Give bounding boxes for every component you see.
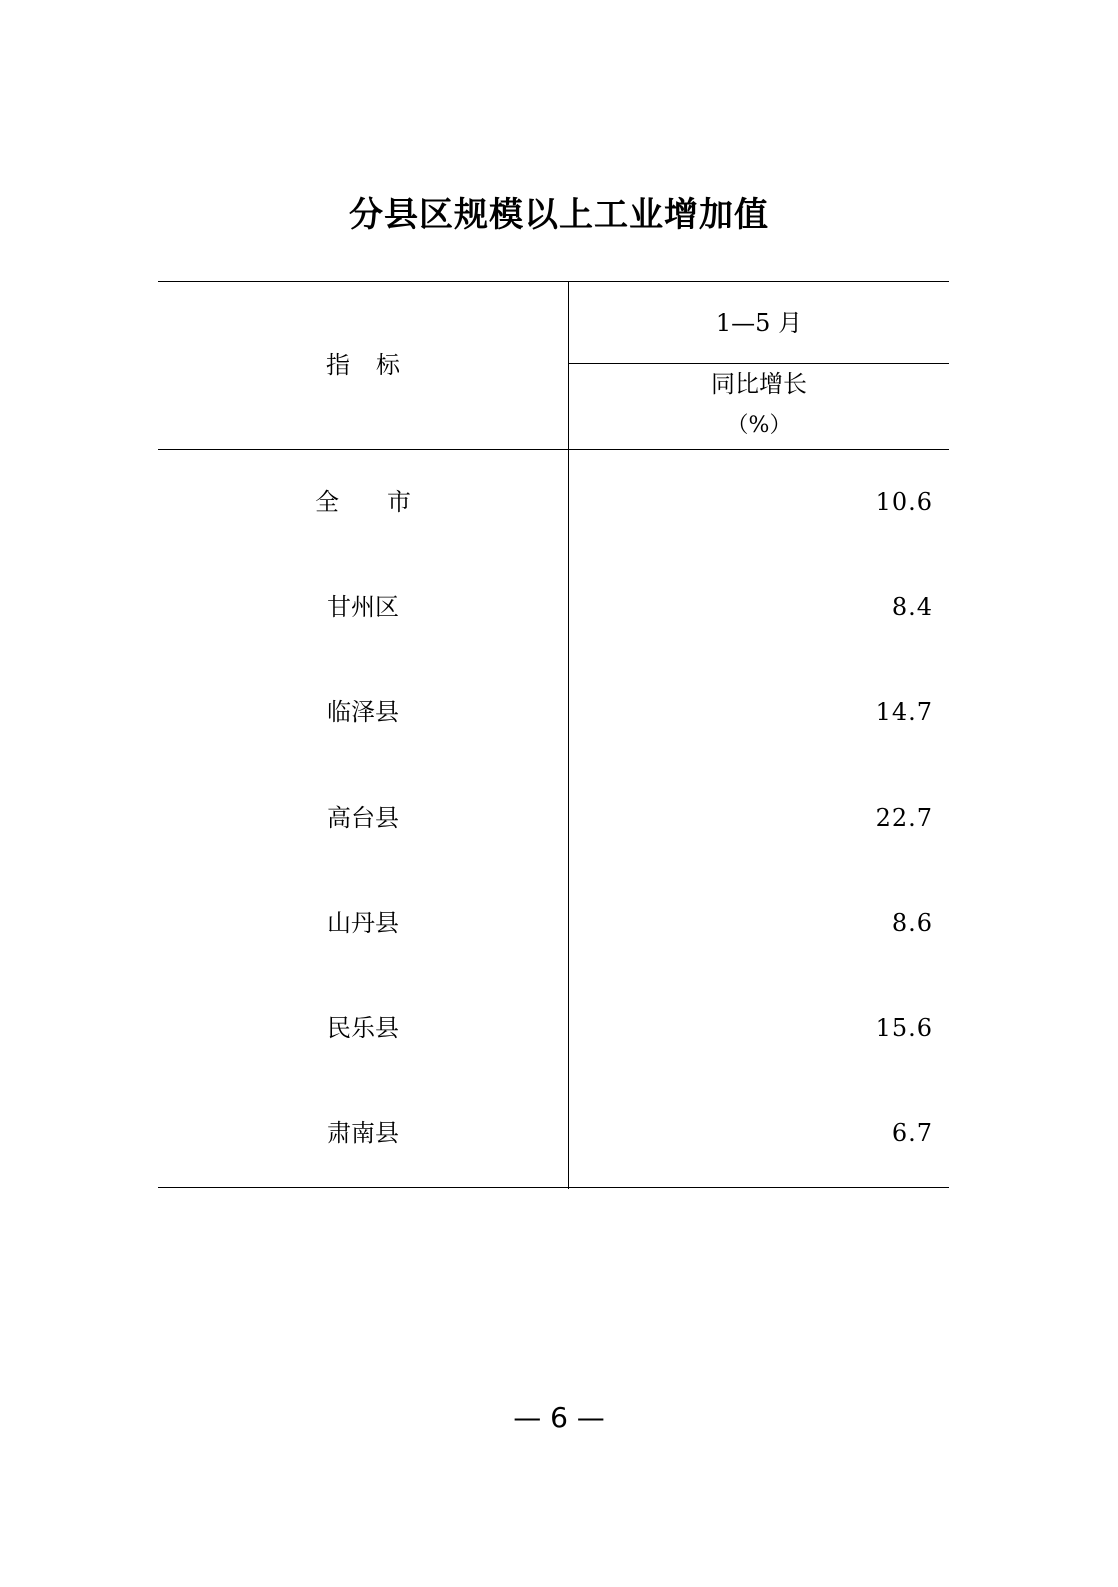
row-value: 8.6: [891, 909, 933, 937]
row-value: 8.4: [891, 593, 933, 621]
row-name: 肃南县: [327, 1119, 399, 1147]
page-title: 分县区规模以上工业增加值: [349, 195, 769, 235]
header-unit: （%）: [726, 413, 792, 438]
header-measure: 同比增长: [711, 370, 807, 398]
header-indicator-char: 指: [326, 351, 350, 379]
row-value: 6.7: [891, 1119, 933, 1147]
row-name: 山丹县: [327, 909, 399, 937]
row-name-total: [158, 487, 568, 517]
row-name: 民乐县: [327, 1014, 399, 1042]
table-top-rule: [158, 281, 949, 282]
header-sub-rule: [569, 363, 949, 364]
row-name: 甘州区: [327, 593, 399, 621]
data-table: [158, 281, 949, 1189]
table-bottom-rule: [158, 1187, 949, 1188]
header-indicator-char: 标: [376, 351, 400, 379]
page-number: — 6 —: [513, 1401, 605, 1434]
header-indicator: [158, 350, 568, 380]
row-value-total: 10.6: [875, 488, 933, 516]
header-period: 1—5 月: [715, 309, 803, 337]
row-name-char: 市: [387, 488, 411, 516]
row-name: 高台县: [327, 804, 399, 832]
header-bottom-rule: [158, 449, 949, 450]
row-value: 14.7: [875, 698, 933, 726]
row-value: 15.6: [875, 1014, 933, 1042]
row-value: 22.7: [875, 804, 933, 832]
row-name-char: 全: [315, 488, 339, 516]
row-name: 临泽县: [327, 698, 399, 726]
